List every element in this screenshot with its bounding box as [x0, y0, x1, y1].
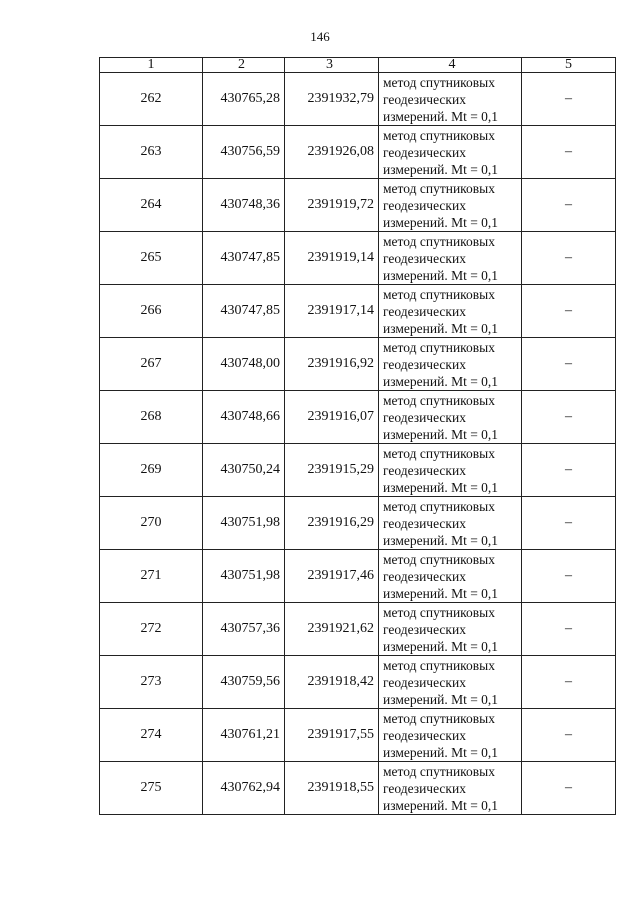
method-line-1: метод спутниковых — [383, 551, 495, 567]
method-line-3: измерений. Mt = 0,1 — [383, 108, 499, 124]
point-number: 263 — [100, 126, 203, 179]
coordinate-y: 2391916,07 — [285, 391, 379, 444]
coordinate-y: 2391917,14 — [285, 285, 379, 338]
note-dash: – — [522, 603, 616, 656]
table-row — [100, 285, 616, 338]
note-dash: – — [522, 126, 616, 179]
method-line-3: измерений. Mt = 0,1 — [383, 638, 499, 654]
method-line-2: геодезических — [383, 462, 466, 478]
table-row — [100, 444, 616, 497]
coordinate-y: 2391919,72 — [285, 179, 379, 232]
coordinate-x: 430747,85 — [203, 232, 285, 285]
column-header-5: 5 — [522, 58, 616, 73]
table-row — [100, 603, 616, 656]
method-line-2: геодезических — [383, 356, 466, 372]
method-line-2: геодезических — [383, 727, 466, 743]
table-row — [100, 709, 616, 762]
coordinate-y: 2391917,46 — [285, 550, 379, 603]
method-line-2: геодезических — [383, 197, 466, 213]
coordinate-y: 2391916,92 — [285, 338, 379, 391]
coordinate-x: 430748,66 — [203, 391, 285, 444]
coordinate-x: 430756,59 — [203, 126, 285, 179]
table-row — [100, 179, 616, 232]
note-dash: – — [522, 285, 616, 338]
method-line-3: измерений. Mt = 0,1 — [383, 426, 499, 442]
note-dash: – — [522, 550, 616, 603]
method-description — [379, 656, 522, 709]
page-number: 146 — [310, 29, 330, 44]
method-line-3: измерений. Mt = 0,1 — [383, 267, 499, 283]
method-description — [379, 73, 522, 126]
note-dash: – — [522, 232, 616, 285]
method-description — [379, 391, 522, 444]
method-description — [379, 709, 522, 762]
method-line-2: геодезических — [383, 144, 466, 160]
method-line-3: измерений. Mt = 0,1 — [383, 744, 499, 760]
point-number: 264 — [100, 179, 203, 232]
point-number: 271 — [100, 550, 203, 603]
method-line-1: метод спутниковых — [383, 710, 495, 726]
method-description — [379, 126, 522, 179]
note-dash: – — [522, 656, 616, 709]
method-line-3: измерений. Mt = 0,1 — [383, 214, 499, 230]
coordinate-x: 430748,00 — [203, 338, 285, 391]
method-line-1: метод спутниковых — [383, 445, 495, 461]
coordinate-y: 2391915,29 — [285, 444, 379, 497]
method-description — [379, 603, 522, 656]
table-row — [100, 762, 616, 815]
column-header-4: 4 — [379, 58, 522, 73]
method-line-1: метод спутниковых — [383, 657, 495, 673]
note-dash: – — [522, 444, 616, 497]
method-line-2: геодезических — [383, 674, 466, 690]
point-number: 274 — [100, 709, 203, 762]
coordinate-y: 2391932,79 — [285, 73, 379, 126]
method-description — [379, 550, 522, 603]
point-number: 265 — [100, 232, 203, 285]
table-row — [100, 232, 616, 285]
point-number: 270 — [100, 497, 203, 550]
method-line-2: геодезических — [383, 91, 466, 107]
coordinate-x: 430757,36 — [203, 603, 285, 656]
table-row — [100, 126, 616, 179]
point-number: 266 — [100, 285, 203, 338]
method-line-3: измерений. Mt = 0,1 — [383, 479, 499, 495]
method-line-3: измерений. Mt = 0,1 — [383, 532, 499, 548]
method-line-1: метод спутниковых — [383, 763, 495, 779]
method-line-1: метод спутниковых — [383, 180, 495, 196]
method-line-1: метод спутниковых — [383, 286, 495, 302]
coordinate-y: 2391918,55 — [285, 762, 379, 815]
coordinate-x: 430751,98 — [203, 497, 285, 550]
point-number: 273 — [100, 656, 203, 709]
method-line-1: метод спутниковых — [383, 339, 495, 355]
coordinate-x: 430747,85 — [203, 285, 285, 338]
coordinate-y: 2391918,42 — [285, 656, 379, 709]
method-line-1: метод спутниковых — [383, 233, 495, 249]
point-number: 275 — [100, 762, 203, 815]
method-line-1: метод спутниковых — [383, 604, 495, 620]
table-row — [100, 73, 616, 126]
method-line-3: измерений. Mt = 0,1 — [383, 161, 499, 177]
note-dash: – — [522, 73, 616, 126]
method-line-2: геодезических — [383, 568, 466, 584]
table-row — [100, 391, 616, 444]
method-line-3: измерений. Mt = 0,1 — [383, 320, 499, 336]
table-row — [100, 497, 616, 550]
method-description — [379, 444, 522, 497]
coordinate-x: 430759,56 — [203, 656, 285, 709]
method-line-1: метод спутниковых — [383, 127, 495, 143]
point-number: 262 — [100, 73, 203, 126]
point-number: 269 — [100, 444, 203, 497]
coordinate-x: 430761,21 — [203, 709, 285, 762]
table-row — [100, 338, 616, 391]
coordinate-x: 430762,94 — [203, 762, 285, 815]
coordinate-y: 2391919,14 — [285, 232, 379, 285]
note-dash: – — [522, 179, 616, 232]
method-description — [379, 762, 522, 815]
method-line-1: метод спутниковых — [383, 498, 495, 514]
coordinate-x: 430748,36 — [203, 179, 285, 232]
method-line-2: геодезических — [383, 250, 466, 266]
note-dash: – — [522, 338, 616, 391]
method-line-2: геодезических — [383, 515, 466, 531]
method-line-1: метод спутниковых — [383, 392, 495, 408]
method-line-1: метод спутниковых — [383, 74, 495, 90]
coordinate-x: 430751,98 — [203, 550, 285, 603]
column-header-3: 3 — [285, 58, 379, 73]
coordinate-y: 2391926,08 — [285, 126, 379, 179]
method-line-3: измерений. Mt = 0,1 — [383, 373, 499, 389]
method-line-2: геодезических — [383, 303, 466, 319]
coordinates-table — [99, 57, 616, 815]
method-line-2: геодезических — [383, 409, 466, 425]
method-description — [379, 232, 522, 285]
table-body — [100, 73, 616, 815]
column-header-1: 1 — [100, 58, 203, 73]
coordinate-y: 2391916,29 — [285, 497, 379, 550]
coordinate-y: 2391921,62 — [285, 603, 379, 656]
method-description — [379, 497, 522, 550]
method-line-3: измерений. Mt = 0,1 — [383, 691, 499, 707]
table-row — [100, 656, 616, 709]
coordinate-y: 2391917,55 — [285, 709, 379, 762]
table-header-row — [100, 58, 616, 73]
table-row — [100, 550, 616, 603]
method-description — [379, 338, 522, 391]
coordinate-x: 430765,28 — [203, 73, 285, 126]
coordinate-x: 430750,24 — [203, 444, 285, 497]
note-dash: – — [522, 709, 616, 762]
note-dash: – — [522, 762, 616, 815]
method-description — [379, 179, 522, 232]
method-line-2: геодезических — [383, 780, 466, 796]
method-line-3: измерений. Mt = 0,1 — [383, 585, 499, 601]
note-dash: – — [522, 391, 616, 444]
method-line-3: измерений. Mt = 0,1 — [383, 797, 499, 813]
method-description — [379, 285, 522, 338]
note-dash: – — [522, 497, 616, 550]
point-number: 272 — [100, 603, 203, 656]
column-header-2: 2 — [203, 58, 285, 73]
point-number: 268 — [100, 391, 203, 444]
point-number: 267 — [100, 338, 203, 391]
method-line-2: геодезических — [383, 621, 466, 637]
